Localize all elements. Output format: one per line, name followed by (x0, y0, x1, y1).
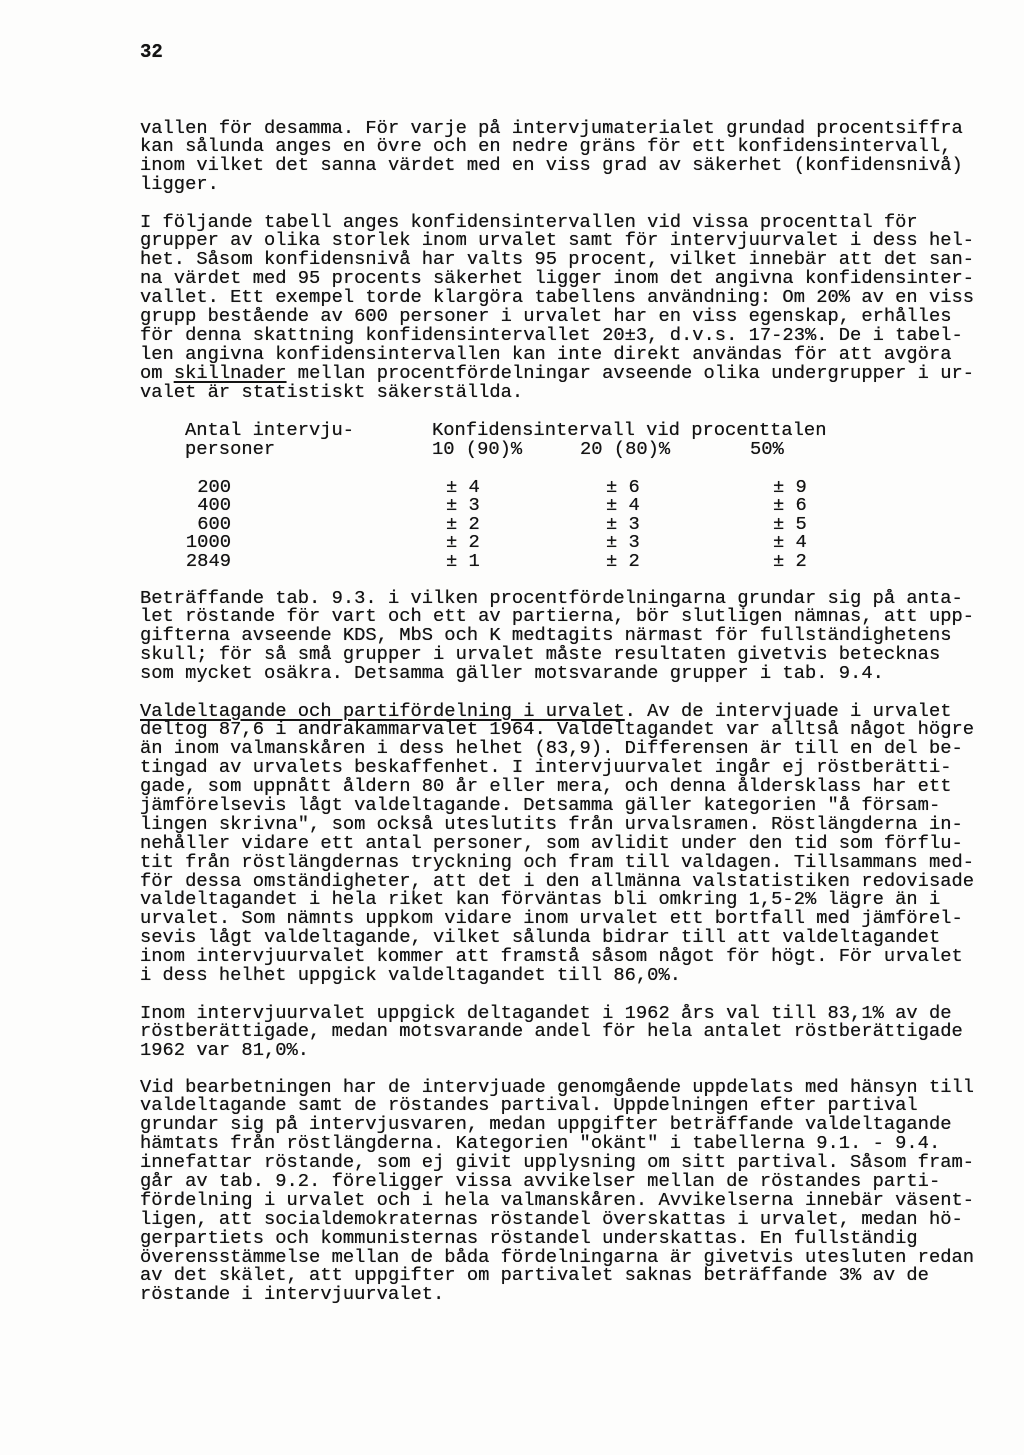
confidence-interval-table (0, 418, 1024, 581)
table-row (0, 475, 1024, 498)
table-row (0, 533, 1024, 552)
text-line: inom vilket det sanna värdet med en viss grad av säkerhet (konfidensnivå) (140, 154, 963, 177)
column-header-20-80: 20 (80)% (580, 437, 671, 460)
column-header-50: 50% (750, 437, 784, 460)
table-cell: ± 9 (773, 475, 807, 498)
text-line: nehåller vidare ett antal personer, som avlidit under den tid som förflu- (140, 831, 963, 854)
text-line: len angivna konfidensintervallen kan inte direkt användas för att avgöra (140, 342, 952, 365)
table-cell: ± 4 (446, 475, 480, 498)
underlined-term: skillnader (173, 361, 287, 384)
text-line: na värdet med 95 procents säkerhet ligger inom det angivna konfidensinter- (140, 267, 975, 290)
table-cell: ± 1 (446, 549, 480, 572)
table-row (0, 496, 1024, 515)
text-line: som mycket osäkra. Detsamma gäller motsvarande grupper i tab. 9.4. (140, 662, 884, 685)
table-cell: ± 2 (446, 512, 480, 535)
text-line: röstande i intervjuurvalet. (140, 1283, 445, 1306)
text-line: lingen skrivna", som också uteslutits från urvalsramen. Röstlängderna in- (140, 812, 963, 835)
page-number: 32 (140, 41, 163, 63)
paragraph-6 (140, 1075, 1010, 1306)
text-line: valdeltagandet i hela riket kan förväntas bli omkring 1,5-2% lägre än i (140, 888, 941, 911)
text-line: gerpartiets och kommunisternas röstandel underskattas. En fullständig (140, 1226, 918, 1249)
paragraph-4 (140, 699, 1010, 986)
text-line: vallet. Ett exempel torde klargöra tabellens användning: Om 20% av en viss (140, 286, 975, 309)
row-sample-size: 600 (197, 512, 231, 535)
text-line: I följande tabell anges konfidensintervallen vid vissa procenttal för (140, 210, 918, 233)
text-segment: om (140, 361, 174, 384)
text-line: deltog 87,6 i andrakammarvalet 1964. Valdeltagandet var alltså något högre (140, 718, 975, 741)
table-cell: ± 3 (606, 512, 640, 535)
text-line: kan sålunda anges en övre och en nedre gräns för ett konfidensintervall, (140, 135, 952, 158)
table-cell: ± 2 (446, 531, 480, 553)
text-line: 1962 var 81,0%. (140, 1039, 310, 1062)
text-line: för denna skattning konfidensintervallet 20±3, d.v.s. 17-23%. De i tabel- (140, 323, 963, 346)
text-line: grupp bestående av 600 personer i urvalet har en viss egenskap, erhålles (140, 304, 952, 327)
text-line: hämtats från röstlängderna. Kategorien "okänt" i tabellerna 9.1. - 9.4. (140, 1132, 941, 1155)
text-line: innefattar röstande, som ej givit upplysning om sitt partival. Såsom fram- (140, 1151, 975, 1174)
table-cell: ± 2 (606, 549, 640, 572)
text-line: än inom valmanskåren i dess helhet (83,9). Differensen är till en del be- (140, 737, 963, 760)
table-cell: ± 6 (606, 475, 640, 498)
text-line: grupper av olika storlek inom urvalet samt för intervjuurvalet i dess hel- (140, 229, 975, 252)
table-cell: ± 4 (606, 494, 640, 516)
text-line: går av tab. 9.2. föreligger vissa avvikelser mellan de röstandes parti- (140, 1169, 941, 1192)
text-line: i dess helhet uppgick valdeltagandet till 86,0%. (140, 963, 681, 986)
text-line: ligen, att socialdemokraternas röstandel överskattas i urvalet, medan hö- (140, 1207, 963, 1230)
table-cell: ± 3 (446, 494, 480, 516)
row-sample-size: 2849 (185, 549, 231, 572)
text-segment: mellan procentfördelningar avseende olika undergrupper i ur- (286, 361, 975, 384)
column-header-sample-size: Antal intervju- (185, 418, 355, 441)
text-line: fördelning i urvalet och i hela valmanskåren. Avvikelserna innebär väsent- (140, 1188, 975, 1211)
column-group-header: Konfidensintervall vid procenttalen (432, 418, 827, 441)
text-line: röstberättigade, medan motsvarande andel för hela antalet röstberättigade (140, 1020, 963, 1043)
column-header-sample-size: personer (185, 437, 276, 460)
text-line (140, 361, 1010, 384)
table-cell: ± 2 (773, 549, 807, 572)
text-line: valet är statistiskt säkerställda. (140, 380, 524, 403)
paragraph-2 (140, 210, 1010, 403)
text-line: Inom intervjuurvalet uppgick deltagandet i 1962 års val till 83,1% av de (140, 1001, 952, 1024)
text-line: överensstämmelse mellan de båda fördelningarna är givetvis utesluten redan (140, 1245, 975, 1268)
column-header-10-90: 10 (90)% (432, 437, 523, 460)
text-line: Beträffande tab. 9.3. i vilken procentfördelningarna grundar sig på anta- (140, 586, 963, 609)
text-segment: . Av de intervjuade i urvalet (624, 699, 952, 722)
paragraph-3 (140, 586, 1010, 685)
text-line: urvalet. Som nämnts uppkom vidare inom urvalet ett bortfall med jämförel- (140, 907, 963, 930)
text-line: het. Såsom konfidensnivå har valts 95 procent, vilket innebär att det san- (140, 248, 975, 271)
text-line: för dessa omständigheter, att det i den allmänna valstatistiken redovisade (140, 869, 975, 892)
table-cell: ± 6 (773, 494, 807, 516)
text-line: tingad av urvalets beskaffenhet. I intervjuurvalet ingår ej röstberätti- (140, 756, 952, 779)
row-sample-size: 1000 (185, 531, 231, 553)
section-heading: Valdeltagande och partifördelning i urvalet (140, 699, 625, 722)
text-line: gifterna avseende KDS, MbS och K medtagits närmast för fullständighetens (140, 624, 952, 647)
table-cell: ± 4 (773, 531, 807, 553)
text-line: gade, som uppnått åldern 80 år eller mera, och denna åldersklass har ett (140, 775, 952, 798)
paragraph-1 (140, 116, 1010, 196)
text-line: let röstande för vart och ett av partierna, bör slutligen nämnas, att upp- (140, 605, 975, 628)
table-row (0, 549, 1024, 572)
text-line: Vid bearbetningen har de intervjuade genomgående uppdelats med hänsyn till (140, 1075, 975, 1098)
table-cell: ± 3 (606, 531, 640, 553)
text-line: skull; för så små grupper i urvalet måste resultaten givetvis betecknas (140, 643, 941, 666)
row-sample-size: 400 (197, 494, 231, 516)
text-line: sevis lågt valdeltagande, vilket sålunda bidrar till att valdeltagandet (140, 926, 941, 949)
table-row (0, 512, 1024, 535)
text-line: inom intervjuurvalet kommer att framstå såsom något för högt. För urvalet (140, 945, 963, 968)
text-line: vallen för desamma. För varje på intervjumaterialet grundad procentsiffra (140, 116, 963, 139)
text-line: av det skälet, att uppgifter om partivalet saknas beträffande 3% av de (140, 1264, 929, 1287)
text-line: tit från röstlängdernas tryckning och fram till valdagen. Tillsammans med- (140, 850, 975, 873)
text-line: ligger. (140, 173, 219, 196)
text-line: jämförelsevis lågt valdeltagande. Detsamma gäller kategorien "å försam- (140, 793, 941, 816)
text-line: grundar sig på intervjusvaren, medan uppgifter beträffande valdeltagande (140, 1113, 952, 1136)
table-cell: ± 5 (773, 512, 807, 535)
row-sample-size: 200 (197, 475, 231, 498)
text-line: valdeltagande samt de röstandes partival. Uppdelningen efter partival (140, 1094, 918, 1117)
paragraph-5 (140, 1001, 1010, 1062)
